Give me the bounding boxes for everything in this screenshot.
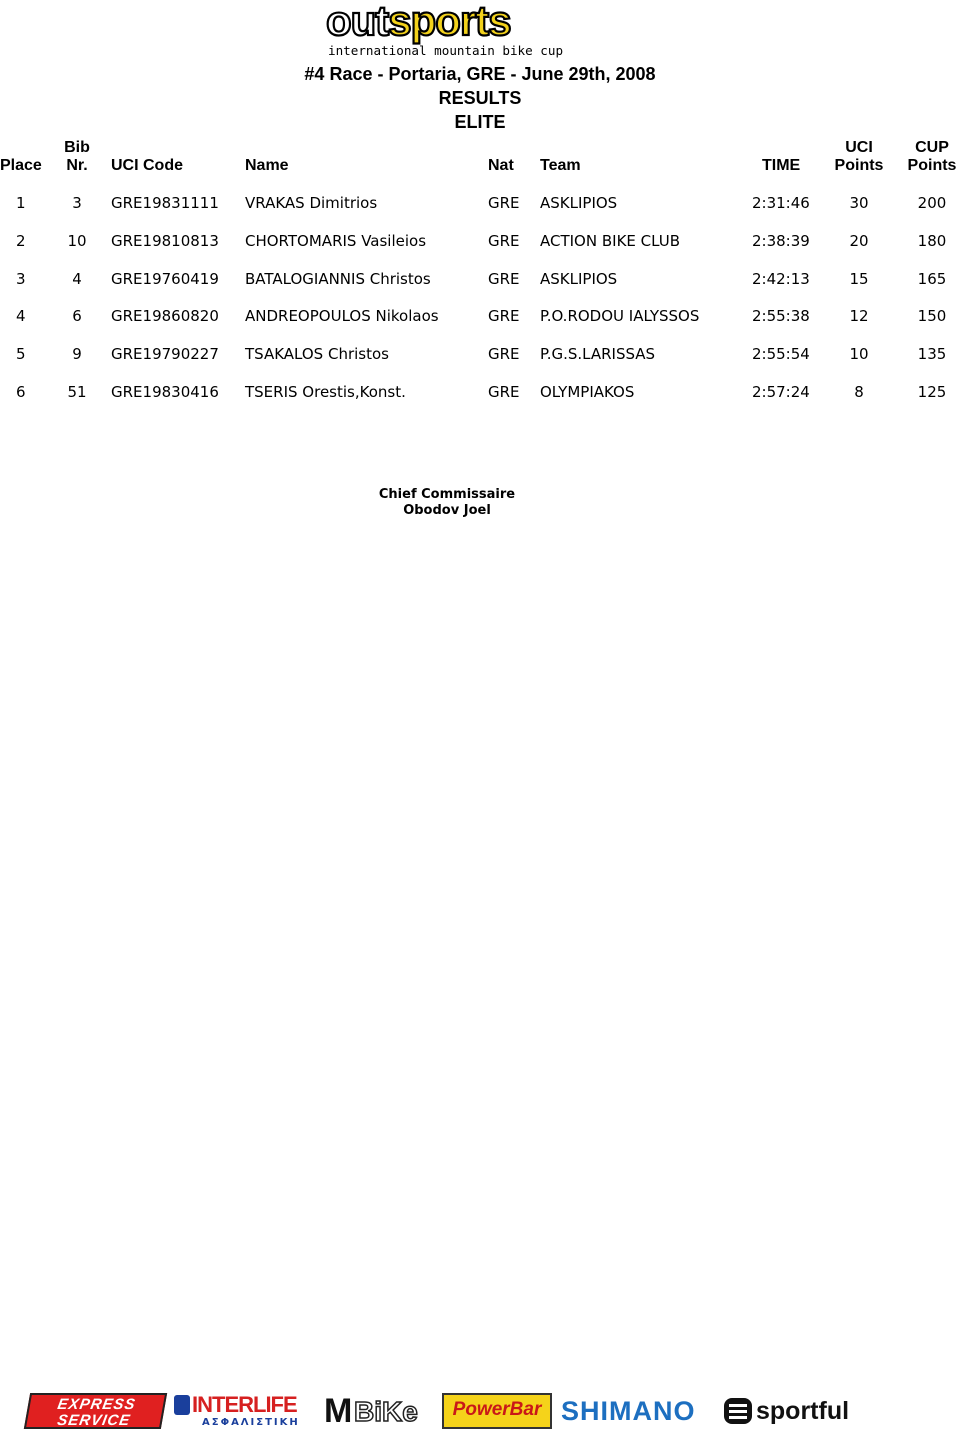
table-row [0,306,960,326]
column-header-team: Team [540,157,581,174]
cell-team: P.O.RODOU IALYSSOS [540,307,700,325]
express-logo-line2: SERVICE [55,1412,132,1429]
cell-uci-points: 8 [854,383,864,401]
shimano-logo: SHIMANO [561,1396,696,1426]
sportful-badge-icon [724,1398,752,1424]
cell-uci-points: 10 [849,345,869,363]
cell-cup-points: 165 [917,270,947,288]
table-row [0,269,960,289]
table-row [0,344,960,364]
logo-word-sports: sports [388,0,511,44]
cell-team: ASKLIPIOS [540,194,618,212]
column-header-bib-line2: Nr. [66,157,88,174]
cell-uci-points: 15 [849,270,869,288]
interlife-subtitle: ΑΣΦΑΛΙΣΤΙΚΗ [202,1417,300,1428]
logo-word-out: out [326,0,389,44]
cell-place: 2 [16,232,26,250]
mbike-logo [324,1393,434,1429]
cell-cup-points: 125 [917,383,947,401]
cell-bib: 6 [72,307,82,325]
cell-name: TSAKALOS Christos [245,345,389,363]
cell-uci-code: GRE19810813 [111,232,219,250]
cell-uci-code: GRE19860820 [111,307,219,325]
column-header-time: TIME [762,157,801,174]
table-row [0,382,960,402]
race-title: #4 Race - Portaria, GRE - June 29th, 2008 [304,64,656,84]
cell-nat: GRE [488,232,520,250]
cell-uci-code: GRE19830416 [111,383,219,401]
cell-nat: GRE [488,383,520,401]
cell-team: ASKLIPIOS [540,270,618,288]
cell-cup-points: 200 [917,194,947,212]
table-row [0,231,960,251]
cell-place: 1 [16,194,26,212]
cell-cup-points: 150 [917,307,947,325]
interlife-name: INTERLIFE [192,1392,297,1417]
cell-uci-points: 12 [849,307,869,325]
results-title: RESULTS [438,88,522,108]
commissaire-name: Obodov Joel [403,503,491,518]
powerbar-logo: PowerBar [442,1393,552,1429]
table-row [0,193,960,213]
cell-uci-points: 30 [849,194,869,212]
cell-team: ACTION BIKE CLUB [540,232,681,250]
column-header-uci-points-line2: Points [834,157,884,174]
cell-uci-code: GRE19760419 [111,270,219,288]
express-logo-line1: EXPRESS [56,1396,138,1413]
interlife-logo [172,1393,320,1429]
cell-uci-code: GRE19831111 [111,194,219,212]
cell-time: 2:42:13 [752,270,810,288]
cell-cup-points: 180 [917,232,947,250]
cell-name: ANDREOPOULOS Nikolaos [245,307,439,325]
cell-uci-code: GRE19790227 [111,345,219,363]
column-header-name: Name [245,157,289,174]
cell-bib: 10 [67,232,87,250]
column-header-cup-points-line1: CUP [915,139,949,156]
commissaire-title: Chief Commissaire [378,487,516,502]
cell-cup-points: 135 [917,345,947,363]
column-header-place: Place [0,157,42,174]
cell-place: 5 [16,345,26,363]
cell-time: 2:55:54 [752,345,810,363]
cell-place: 4 [16,307,26,325]
sportful-wordmark: sportful [756,1397,850,1425]
column-header-uci-points-line1: UCI [845,139,873,156]
column-header-cup-points-line2: Points [907,157,957,174]
mbike-logo-bike: BiKe [354,1396,418,1427]
cell-bib: 4 [72,270,82,288]
cell-time: 2:38:39 [752,232,810,250]
logo-wordmark [326,0,566,44]
cell-place: 3 [16,270,26,288]
cell-team: P.G.S.LARISSAS [540,345,656,363]
column-header-nat: Nat [488,157,514,174]
cell-team: OLYMPIAKOS [540,383,635,401]
column-header-uci-code: UCI Code [111,157,183,174]
cell-name: VRAKAS Dimitrios [245,194,378,212]
cell-nat: GRE [488,194,520,212]
column-header-bib-line1: Bib [64,139,90,156]
cell-nat: GRE [488,307,520,325]
cell-bib: 51 [67,383,87,401]
cell-time: 2:57:24 [752,383,810,401]
cell-uci-points: 20 [849,232,869,250]
cell-time: 2:31:46 [752,194,810,212]
outsports-logo [326,2,566,58]
express-service-logo [24,1393,167,1429]
logo-tagline: international mountain bike cup [328,43,564,58]
cell-bib: 3 [72,194,82,212]
interlife-mark-icon [174,1395,190,1415]
cell-bib: 9 [72,345,82,363]
sportful-logo [724,1393,864,1429]
cell-name: TSERIS Orestis,Konst. [245,383,406,401]
cell-nat: GRE [488,270,520,288]
cell-place: 6 [16,383,26,401]
cell-name: CHORTOMARIS Vasileios [245,232,427,250]
cell-nat: GRE [488,345,520,363]
results-table-header [0,138,960,178]
mbike-logo-m: M [324,1392,353,1430]
cell-time: 2:55:38 [752,307,810,325]
cell-name: BATALOGIANNIS Christos [245,270,431,288]
category-title: ELITE [454,112,506,132]
